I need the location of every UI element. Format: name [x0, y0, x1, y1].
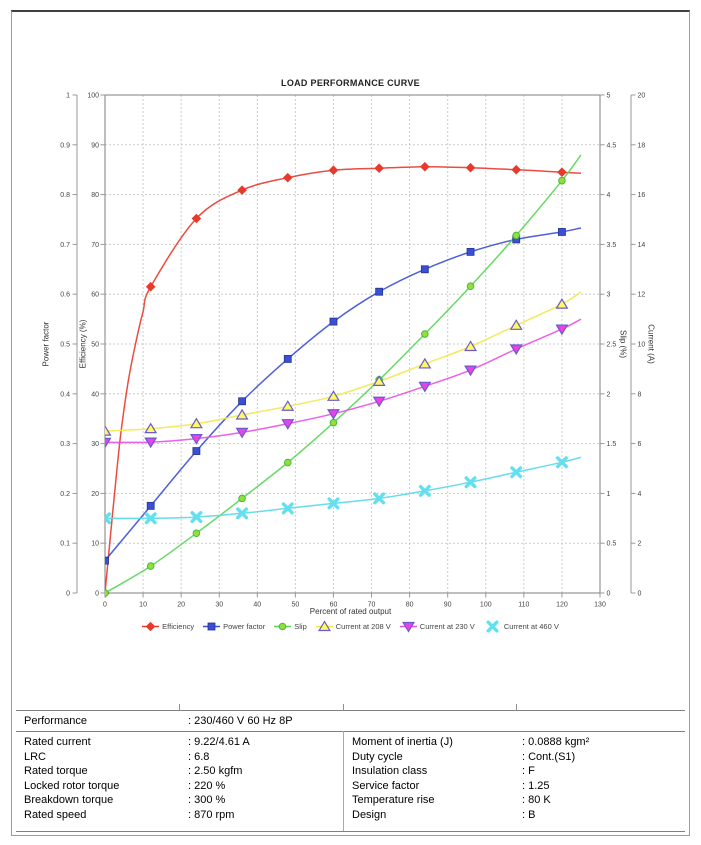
power-factor-axis-tick-label: 0.8 [60, 192, 70, 200]
legend-label: Power factor [223, 622, 266, 631]
table-border-top [16, 710, 685, 711]
x-axis-tick-label: 30 [215, 601, 224, 609]
slip-axis-tick-label: 0 [606, 590, 611, 598]
spec-value: : F [522, 765, 535, 777]
current-at-230-v-line [105, 319, 581, 442]
spec-value: : B [522, 808, 536, 821]
spec-label: Design [352, 808, 387, 821]
series-lines [105, 155, 581, 593]
slip-axis-tick-label: 0.5 [606, 540, 617, 548]
spec-value: : 6.8 [188, 750, 210, 763]
slip-marker [467, 283, 474, 290]
spec-value: : 300 % [188, 794, 226, 806]
efficiency-marker [374, 163, 384, 173]
spec-values-left [188, 735, 250, 822]
legend-item-slip [274, 620, 307, 633]
efficiency-axis-tick-label: 30 [91, 441, 99, 449]
x-axis-tick-label: 90 [443, 601, 452, 609]
power-factor-marker [467, 248, 474, 255]
current-axis-tick-label: 4 [637, 490, 642, 498]
current-axis-title: Current (A) [646, 324, 656, 364]
x-axis-tick-label: 80 [405, 601, 414, 609]
current-at-460-v-legend-marker-icon [484, 620, 501, 633]
spec-label: Temperature rise [352, 794, 435, 806]
efficiency-marker [237, 185, 247, 195]
efficiency-axis-tick-label: 70 [91, 241, 99, 249]
spec-label: Rated current [24, 736, 91, 748]
legend-item-efficiency [142, 620, 194, 633]
current-axis-tick-label: 12 [637, 291, 646, 299]
efficiency-axis-tick-label: 80 [91, 192, 99, 200]
power-factor-axis-tick-label: 0 [66, 590, 70, 598]
power-factor-axis-tick-label: 0.1 [60, 540, 70, 548]
power-factor-axis-tick-label: 0.5 [60, 341, 70, 349]
power-factor-axis-tick-label: 0.7 [60, 241, 70, 249]
spec-value: : 2.50 kgfm [188, 765, 243, 777]
spec-label: Duty cycle [352, 750, 403, 763]
slip-marker [330, 419, 337, 426]
slip-axis-tick-label: 4.5 [606, 142, 617, 150]
power-factor-legend-marker [208, 623, 215, 630]
efficiency-axis-tick-label: 50 [91, 341, 99, 349]
legend-label: Current at 230 V [419, 622, 475, 631]
efficiency-axis-title: Efficiency (%) [78, 319, 88, 369]
spec-label: Rated speed [24, 808, 87, 821]
slip-legend-marker [279, 623, 286, 630]
efficiency-axis-tick-label: 20 [91, 490, 99, 498]
legend-label: Current at 460 V [503, 622, 559, 631]
efficiency-axis-tick-label: 60 [91, 291, 99, 299]
current-axis-tick-label: 0 [637, 590, 642, 598]
slip-line [105, 155, 581, 593]
x-axis-tick-label: 50 [291, 601, 300, 609]
power-factor-marker [102, 557, 109, 564]
slip-marker [239, 495, 246, 502]
power-factor-axis [60, 93, 77, 598]
x-axis-tick-label: 60 [329, 601, 338, 609]
legend-item-power-factor [203, 620, 265, 633]
current-at-208-v-marker [374, 376, 385, 385]
current-axis-tick-label: 20 [637, 92, 646, 100]
chart-title: LOAD PERFORMANCE CURVE [281, 78, 420, 88]
spec-label: Service factor [352, 779, 420, 792]
slip-marker [559, 177, 566, 184]
current-at-208-v-marker [511, 320, 522, 329]
current-axis-tick-label: 6 [637, 441, 642, 449]
x-axis-title: Percent of rated output [309, 607, 392, 616]
current-axis-tick-label: 14 [637, 241, 646, 249]
x-axis-tick-label: 0 [103, 601, 107, 609]
x-axis-tick-label: 40 [253, 601, 262, 609]
table-tick-3 [516, 704, 517, 711]
chart-legend [0, 620, 701, 633]
power-factor-marker [376, 288, 383, 295]
power-factor-axis-tick-label: 0.6 [60, 291, 70, 299]
slip-axis-tick-label: 2.5 [606, 341, 617, 349]
slip-axis-tick-label: 1.5 [606, 441, 617, 449]
spec-value: : 9.22/4.61 A [188, 736, 250, 748]
current-axis-tick-label: 10 [637, 341, 646, 349]
spec-value: : Cont.(S1) [522, 750, 576, 763]
slip-axis-tick-label: 5 [606, 92, 611, 100]
slip-axis-tick-label: 3.5 [606, 241, 617, 249]
x-axis-tick-label: 70 [367, 601, 376, 609]
slip-marker [147, 563, 154, 570]
spec-label: Moment of inertia (J) [352, 736, 453, 748]
spec-label: LRC [24, 750, 47, 763]
current-axis-tick-label: 18 [637, 142, 646, 150]
power-factor-axis-tick-label: 0.4 [60, 391, 70, 399]
efficiency-axis [87, 93, 105, 598]
efficiency-axis-tick-label: 10 [91, 540, 99, 548]
current-axis [631, 93, 645, 598]
table-tick-1 [179, 704, 180, 711]
power-factor-marker [239, 398, 246, 405]
efficiency-marker [420, 162, 430, 172]
power-factor-marker [421, 266, 428, 273]
power-factor-marker [147, 502, 154, 509]
current-at-460-v-legend-marker [488, 622, 497, 631]
current-at-208-v-marker [465, 341, 476, 350]
spec-label: Rated torque [24, 765, 88, 777]
slip-legend-marker-icon [274, 620, 291, 633]
spec-value: : 0.0888 kgm² [522, 736, 590, 748]
spec-value: : 80 K [522, 794, 551, 806]
efficiency-axis-tick-label: 0 [95, 590, 99, 598]
legend-label: Efficiency [162, 622, 195, 631]
efficiency-marker [146, 282, 156, 292]
current-at-208-v-marker [557, 299, 568, 308]
x-axis-tick-label: 120 [556, 601, 568, 609]
x-axis-tick-label: 110 [518, 601, 530, 609]
legend-label: Slip [294, 622, 307, 631]
spec-label: Insulation class [352, 765, 428, 777]
power-factor-axis-tick-label: 0.2 [60, 490, 70, 498]
efficiency-marker [466, 163, 476, 173]
x-axis-tick-label: 20 [177, 601, 186, 609]
power-factor-marker [284, 355, 291, 362]
spec-labels-left [24, 735, 119, 822]
current-axis-tick-label: 2 [637, 540, 642, 548]
spec-label: Breakdown torque [24, 794, 114, 806]
power-factor-axis-tick-label: 0.3 [60, 441, 70, 449]
efficiency-axis-tick-label: 100 [87, 92, 99, 100]
spec-labels-right [352, 735, 453, 822]
spec-value: : 220 % [188, 779, 226, 792]
current-at-208-v-legend-marker-icon [316, 620, 333, 633]
current-at-460-v-line [105, 457, 581, 518]
efficiency-marker [329, 165, 339, 175]
spec-values-right [522, 735, 589, 822]
slip-axis-tick-label: 2 [606, 391, 611, 399]
slip-marker [193, 530, 200, 537]
power-factor-marker [193, 448, 200, 455]
efficiency-axis-tick-label: 40 [91, 391, 99, 399]
current-axis-tick-label: 8 [637, 391, 642, 399]
efficiency-legend-marker [146, 622, 156, 632]
table-tick-2 [343, 704, 344, 711]
efficiency-line [105, 167, 581, 593]
power-factor-marker [330, 318, 337, 325]
slip-axis-tick-label: 3 [606, 291, 611, 299]
table-column-divider [343, 731, 344, 831]
current-at-230-v-marker [511, 345, 522, 354]
power-factor-marker [558, 228, 565, 235]
current-at-230-v-legend-marker-icon [400, 620, 417, 633]
current-at-230-v-marker [557, 325, 568, 334]
performance-value: : 230/460 V 60 Hz 8P [188, 715, 293, 727]
slip-axis [600, 93, 616, 598]
power-factor-axis-tick-label: 0.9 [60, 142, 70, 150]
legend-label: Current at 208 V [335, 622, 391, 631]
spec-label: Locked rotor torque [24, 779, 120, 792]
efficiency-legend-marker-icon [142, 620, 159, 633]
legend-item-current-at-208-v [316, 620, 391, 633]
power-factor-axis-title: Power factor [41, 321, 51, 367]
spec-value: : 870 rpm [188, 808, 235, 821]
power-factor-legend-marker-icon [203, 620, 220, 633]
table-border-bottom [16, 831, 685, 832]
efficiency-axis-tick-label: 90 [91, 142, 99, 150]
spec-table [16, 710, 685, 832]
slip-marker [284, 459, 291, 466]
slip-marker [513, 232, 520, 239]
spec-value: : 1.25 [522, 779, 550, 792]
performance-label: Performance [24, 715, 87, 727]
slip-marker [422, 331, 429, 338]
legend-item-current-at-460-v [484, 620, 559, 633]
power-factor-axis-tick-label: 1 [66, 92, 70, 100]
table-divider-performance [16, 731, 685, 732]
current-at-230-v-marker [465, 366, 476, 375]
x-axis-tick-label: 100 [479, 601, 492, 609]
slip-axis-tick-label: 4 [606, 192, 611, 200]
x-axis-tick-label: 10 [139, 601, 147, 609]
slip-axis-title: Slip (%) [618, 329, 628, 359]
current-at-208-v-line [105, 292, 581, 431]
x-axis-tick-label: 130 [594, 601, 606, 609]
slip-axis-tick-label: 1 [606, 490, 611, 498]
current-axis-tick-label: 16 [637, 192, 646, 200]
current-at-208-v-marker [419, 359, 430, 368]
efficiency-marker [283, 173, 293, 183]
legend-item-current-at-230-v [400, 620, 475, 633]
efficiency-marker [511, 165, 521, 175]
